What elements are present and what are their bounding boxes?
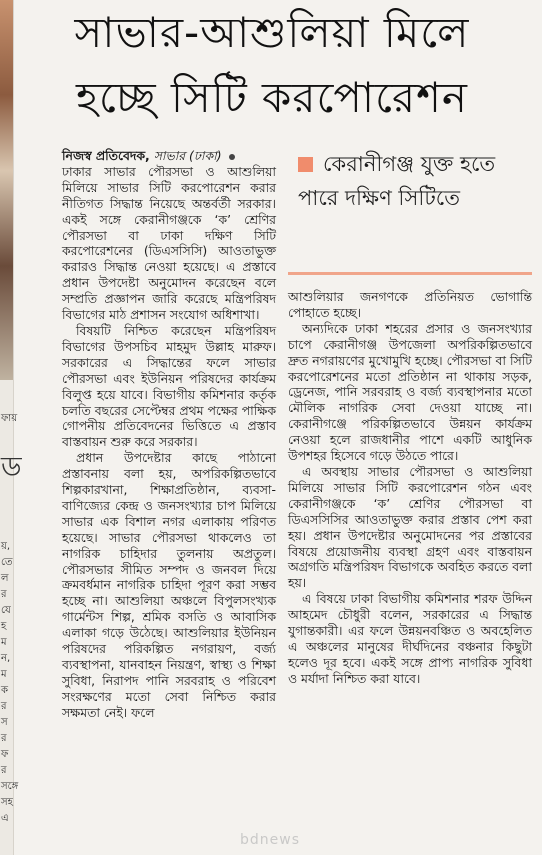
strip-fragment: ল [1, 573, 9, 584]
adjacent-article-strip [0, 0, 22, 855]
article-headline [22, 0, 522, 140]
byline-reporter: নিজস্ব প্রতিবেদক, [62, 148, 150, 163]
paragraph: প্রধান উপদেষ্টার কাছে পাঠানো প্রস্তাবনায় বলা হয়, অপরিকল্পিতভাবে শিল্পকারখানা, শিক্ষাপ্রতিষ্ঠান, ব্যবসা-বাণিজ্যের কেন্দ্র ও জনসংখ্যার চাপ মিলিয়ে সাভার এক বিশাল নগর এলাকায় পরিণত হয়েছে। সাভার পৌরসভা থাকলেও তা নাগরিক চাহিদার তুলনায় অপ্রতুল। পৌরসভার সীমিত সম্পদ ও জনবল দিয়ে ক্রমবর্ধমান নাগরিক চাহিদা পূরণ করা সম্ভব হচ্ছে না। আশুলিয়া অঞ্চলে বিপুলসংখ্যক গার্মেন্টস শিল্প, শ্রমিক বসতি ও আবাসিক এলাকা গড়ে উঠেছে। আশুলিয়ার ইউনিয়ন পরিষদের পরিকল্পিত নগরায়ণ, বর্জ্য ব্যবস্থাপনা, যানবাহন নিয়ন্ত্রণ, স্বাস্থ্য ও শিক্ষা সুবিধা, নিরাপদ পানি সরবরাহ ও পরিবেশ সংরক্ষণের মতো সেবা নিশ্চিত করার সক্ষমতা নেই। ফলে [62, 450, 276, 720]
subhead-text: কেরানীগঞ্জ যুক্ত হতে পারে দক্ষিণ সিটিতে [298, 152, 496, 210]
strip-fragment: র [1, 589, 7, 600]
adjacent-photo [0, 0, 13, 380]
strip-fragment: র [1, 701, 7, 712]
paragraph: আশুলিয়ার জনগণকে প্রতিনিয়ত ভোগান্তি পোহাতে হচ্ছে। [288, 289, 532, 320]
accent-square-icon [298, 157, 313, 172]
article-left-column [62, 148, 276, 848]
strip-fragment: ড [1, 450, 22, 483]
paragraph: অন্যদিকে ঢাকা শহরের প্রসার ও জনসংখ্যার চাপে কেরানীগঞ্জ উপজেলা অপরিকল্পিতভাবে দ্রুত নগরায়ণের মুখোমুখি হচ্ছে। পৌরসভা বা সিটি করপোরেশনের মতো প্রতিষ্ঠান না থাকায় সড়ক, ড্রেনেজ, পানি সরবরাহ ও বর্জ্য ব্যবস্থাপনার মতো মৌলিক নাগরিক সেবা দেওয়া যাচ্ছে না। কেরানীগঞ্জে পরিকল্পিতভাবে উন্নয়ন কার্যক্রম নেওয়া হলে রাজধানীর পাশে একটি আধুনিক উপশহর হিসেবে গড়ে উঠতে পারে। [288, 320, 532, 464]
strip-fragment: ক [1, 685, 8, 696]
strip-fragment: ফায় [1, 413, 18, 424]
strip-fragment: ম [1, 637, 7, 648]
strip-fragment: য়, [1, 541, 11, 552]
article-subhead [298, 147, 530, 277]
strip-fragment: ন, [1, 653, 11, 664]
strip-fragment: র [1, 765, 7, 776]
headline-line-2: হচ্ছে সিটি করপোরেশন [75, 73, 468, 122]
byline-location: সাভার (ঢাকা) [153, 148, 222, 163]
paragraph: বিষয়টি নিশ্চিত করেছেন মন্ত্রিপরিষদ বিভাগের উপসচিব মাহমুদ উল্লাহ মারুফ। সরকারের এ সিদ্ধান্তের ফলে সাভার পৌরসভা এবং ইউনিয়ন পরিষদের কার্যক্রম বিলুপ্ত হয়ে যাবে। বিভাগীয় কমিশনার কর্তৃক চলতি বছরের সেপ্টেম্বর প্রথম পক্ষের পাক্ষিক গোপনীয় প্রতিবেদনের ভিত্তিতে এ প্রস্তাব বাস্তবায়ন শুরু করে সরকার। [62, 322, 276, 450]
strip-fragment: হ [1, 621, 7, 632]
strip-fragment: ফ [1, 749, 9, 760]
subhead-divider [288, 272, 532, 275]
byline [62, 148, 276, 164]
article-right-column [288, 289, 532, 849]
paragraph: এ বিষয়ে ঢাকা বিভাগীয় কমিশনার শরফ উদ্দিন আহমেদ চৌধুরী বলেন, সরকারের এ সিদ্ধান্ত যুগান্তকারী। এর ফলে উন্নয়নবঞ্চিত ও অবহেলিত এ অঞ্চলের মানুষের দীর্ঘদিনের বঞ্চনার কিছুটা হলেও দূর হবে। একই সঙ্গে প্রাপ্য নাগরিক সুবিধা ও মর্যাদা নিশ্চিত করা যাবে। [288, 591, 532, 686]
strip-fragment: ম [1, 669, 7, 680]
paragraph: ঢাকার সাভার পৌরসভা ও আশুলিয়া মিলিয়ে সাভার সিটি করপোরেশন করার নীতিগত সিদ্ধান্ত নিয়েছে অন্তর্বর্তী সরকার। একই সঙ্গে কেরানীগঞ্জকে ‘ক’ শ্রেণির পৌরসভা বা ঢাকা দক্ষিণ সিটি করপোরেশনের (ডিএসসিসি) আওতাভুক্ত করারও সিদ্ধান্ত নেওয়া হয়েছে। এ প্রস্তাবে প্রধান উপদেষ্টা অনুমোদন করেছেন বলে সম্প্রতি প্রজ্ঞাপন জারি করেছে মন্ত্রিপরিষদ বিভাগের মাঠ প্রশাসন সংযোগ অধিশাখা। [62, 163, 276, 323]
strip-fragment: সহ [1, 797, 13, 808]
strip-fragment: র [1, 733, 7, 744]
headline-line-1: সাভার-আশুলিয়া মিলে [74, 8, 470, 57]
watermark: bdnews [240, 832, 301, 848]
bullet-dot-icon [229, 154, 235, 160]
strip-fragment: যে [1, 605, 11, 616]
paragraph: এ অবস্থায় সাভার পৌরসভা ও আশুলিয়া মিলিয়ে সাভার সিটি করপোরেশন গঠন এবং কেরানীগঞ্জকে ‘ক’ শ্রেণির পৌরসভা বা ডিএসসিসির আওতাভুক্ত করার প্রস্তাব পেশ করা হয়। প্রধান উপদেষ্টার অনুমোদনের পর প্রস্তাবের বিষয়ে প্রয়োজনীয় ব্যবস্থা গ্রহণ এবং বাস্তবায়ন অগ্রগতি মন্ত্রিপরিষদ বিভাগকে অবহিত করতে বলা হয়। [288, 463, 532, 591]
strip-fragment: সঙ্গে [1, 781, 19, 792]
strip-fragment: তে [1, 557, 13, 568]
strip-fragment: এ [1, 813, 9, 824]
strip-fragment: স [1, 717, 8, 728]
